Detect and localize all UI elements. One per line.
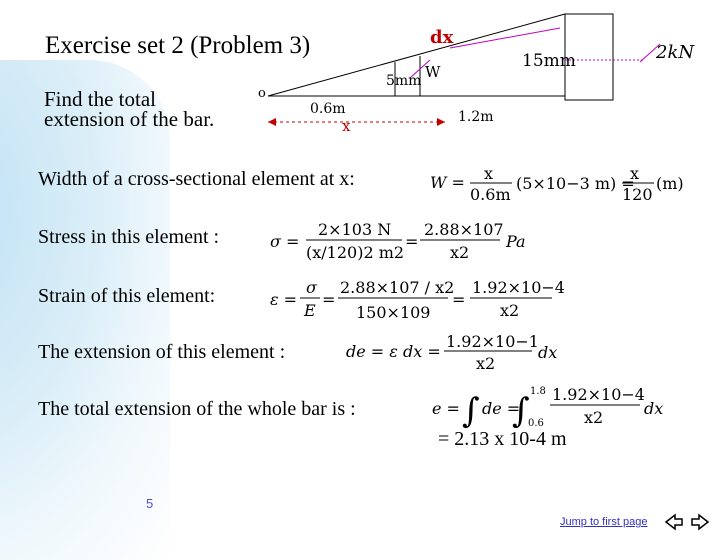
- strain-den2: 150×109: [356, 303, 431, 322]
- w-label: W: [425, 63, 441, 81]
- stress-row-label: Stress in this element :: [38, 226, 220, 248]
- previous-arrow-icon[interactable]: [664, 512, 684, 532]
- width-equation: [430, 164, 684, 204]
- width-frac2-num: x: [630, 164, 640, 183]
- slide-title: Exercise set 2 (Problem 3): [45, 32, 311, 59]
- stress-eq: =: [405, 232, 419, 251]
- stress-num2: 2.88×107: [424, 220, 504, 239]
- extension-num: 1.92×10−1: [446, 332, 539, 351]
- integral-lower: 0.6: [528, 418, 544, 429]
- width-frac1-den: 0.6m: [470, 185, 511, 204]
- extension-lhs: de = ε dx =: [346, 342, 441, 361]
- strain-lhs: ε =: [270, 290, 298, 309]
- strain-row-label: Strain of this element:: [38, 285, 216, 307]
- stress-num1: 2×103 N: [318, 220, 392, 239]
- x-label: x: [342, 117, 351, 135]
- width-mid: (5×10−3 m) =: [516, 174, 635, 193]
- force-label: 2kN: [656, 42, 695, 63]
- x-arrow-left: [268, 118, 276, 126]
- total-equation: [432, 385, 663, 431]
- total-row-label: The total extension of the whole bar is :: [38, 398, 356, 420]
- total-lhs: e =: [432, 399, 460, 418]
- strain-den3: x2: [500, 301, 520, 320]
- task-line-1: Find the total: [44, 87, 156, 111]
- stress-den1: (x/120)2 m2: [306, 243, 405, 262]
- page-number: 5: [146, 496, 154, 511]
- total-tail: dx: [644, 399, 664, 418]
- extension-equation: [346, 332, 557, 373]
- x-arrow-right: [437, 118, 445, 126]
- strain-equation: [270, 278, 565, 322]
- width-small-label: 5mm: [386, 73, 422, 89]
- distance-end-label: 1.2m: [458, 109, 494, 125]
- strain-num3: 1.92×10−4: [472, 278, 565, 297]
- width-lhs: W =: [430, 173, 465, 192]
- integral-upper: 1.8: [530, 386, 546, 397]
- bar-diagram: [0, 0, 720, 170]
- origin-label: o: [258, 86, 266, 101]
- integral-sign-2: ∫: [512, 391, 530, 431]
- jump-to-first-page-link[interactable]: Jump to first page: [560, 516, 648, 528]
- dx-label: dx: [430, 27, 454, 48]
- width-row-label: Width of a cross-sectional element at x:: [38, 168, 355, 190]
- stress-equation: [270, 220, 526, 262]
- total-result: = 2.13 x 10-4 m: [438, 428, 567, 450]
- distance-start-label: 0.6m: [310, 101, 346, 117]
- total-int1: de =: [482, 399, 521, 418]
- equations: [0, 150, 720, 450]
- next-arrow-icon[interactable]: [690, 512, 710, 532]
- strain-eq2: =: [452, 290, 466, 309]
- stress-unit: Pa: [506, 232, 526, 251]
- strain-num1: σ: [306, 278, 317, 297]
- width-frac2-den: 120: [622, 185, 653, 204]
- width-large-label: 15mm: [522, 51, 576, 71]
- stress-lhs: σ =: [270, 232, 300, 251]
- integral-sign-1: ∫: [462, 391, 480, 431]
- total-num: 1.92×10−4: [552, 385, 645, 404]
- strain-num2: 2.88×107 / x2: [340, 278, 455, 297]
- strain-eq1: =: [322, 290, 336, 309]
- extension-tail: dx: [538, 343, 558, 362]
- width-unit: (m): [656, 174, 684, 193]
- stress-den2: x2: [450, 243, 470, 262]
- task-line-2: extension of the bar.: [44, 107, 215, 131]
- total-den: x2: [584, 408, 604, 427]
- extension-row-label: The extension of this element :: [38, 341, 286, 363]
- strain-den1: E: [304, 301, 316, 320]
- width-frac1-num: x: [484, 164, 494, 183]
- extension-den: x2: [476, 354, 496, 373]
